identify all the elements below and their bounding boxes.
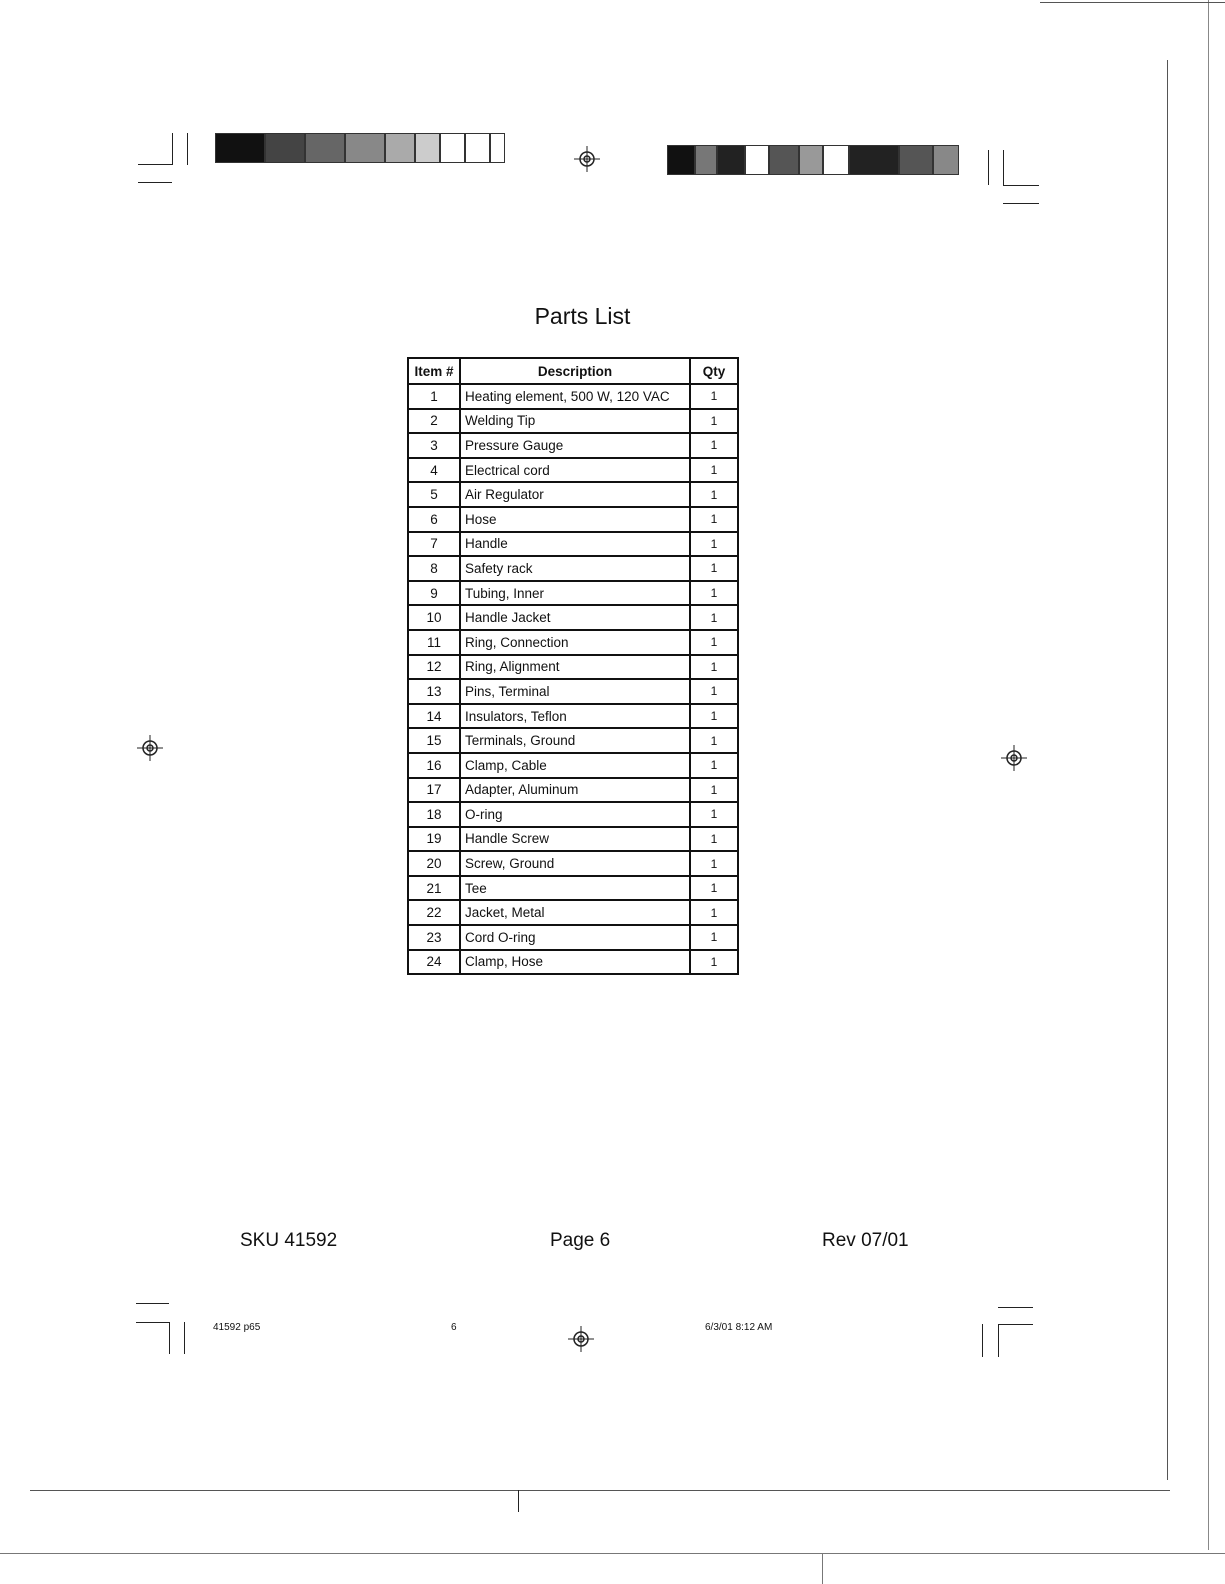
color-bar-right [667, 145, 959, 175]
table-row [408, 876, 738, 901]
cell-description: Screw, Ground [460, 851, 690, 876]
cell-description: Tee [460, 876, 690, 901]
cell-description: Handle Jacket [460, 605, 690, 630]
cell-item-number: 12 [408, 655, 460, 680]
table-row [408, 802, 738, 827]
table-row [408, 778, 738, 803]
cell-item-number: 1 [408, 384, 460, 409]
cell-item-number: 16 [408, 753, 460, 778]
cell-qty: 1 [690, 950, 738, 975]
cell-item-number: 24 [408, 950, 460, 975]
cell-item-number: 19 [408, 827, 460, 852]
cell-qty: 1 [690, 630, 738, 655]
table-row [408, 384, 738, 409]
parts-table [407, 357, 739, 975]
cell-qty: 1 [690, 827, 738, 852]
table-row [408, 655, 738, 680]
cell-description: Air Regulator [460, 482, 690, 507]
cell-qty: 1 [690, 532, 738, 557]
registration-mark-icon [999, 743, 1029, 773]
cell-qty: 1 [690, 851, 738, 876]
cell-item-number: 3 [408, 433, 460, 458]
table-row [408, 851, 738, 876]
cell-item-number: 22 [408, 900, 460, 925]
cell-description: O-ring [460, 802, 690, 827]
slug-page-number: 6 [451, 1322, 457, 1333]
cell-qty: 1 [690, 433, 738, 458]
table-row [408, 630, 738, 655]
cell-item-number: 11 [408, 630, 460, 655]
cell-item-number: 10 [408, 605, 460, 630]
cell-description: Hose [460, 507, 690, 532]
cell-item-number: 15 [408, 728, 460, 753]
table-row [408, 605, 738, 630]
column-header-qty: Qty [690, 358, 738, 384]
table-row [408, 925, 738, 950]
slug-file: 41592 p65 [213, 1322, 261, 1333]
cell-description: Clamp, Cable [460, 753, 690, 778]
cell-description: Cord O-ring [460, 925, 690, 950]
cell-item-number: 2 [408, 409, 460, 434]
table-row [408, 728, 738, 753]
table-row [408, 433, 738, 458]
page-edge [30, 1490, 1170, 1491]
cell-description: Pins, Terminal [460, 679, 690, 704]
crop-mark [988, 150, 989, 185]
table-row [408, 827, 738, 852]
color-bar-left [215, 133, 505, 163]
table-row [408, 507, 738, 532]
cell-description: Clamp, Hose [460, 950, 690, 975]
column-header-description: Description [460, 358, 690, 384]
cell-description: Welding Tip [460, 409, 690, 434]
table-row [408, 679, 738, 704]
registration-mark-icon [135, 733, 165, 763]
footer-rev: Rev 07/01 [822, 1230, 909, 1251]
crop-mark [998, 1307, 1033, 1308]
footer-page: Page 6 [550, 1230, 611, 1251]
table-row [408, 556, 738, 581]
cell-item-number: 14 [408, 704, 460, 729]
table-row [408, 409, 738, 434]
cell-description: Jacket, Metal [460, 900, 690, 925]
cell-qty: 1 [690, 704, 738, 729]
crop-mark [187, 133, 188, 165]
cell-qty: 1 [690, 507, 738, 532]
table-row [408, 581, 738, 606]
crop-mark [138, 182, 172, 183]
cell-qty: 1 [690, 802, 738, 827]
cell-qty: 1 [690, 900, 738, 925]
cell-item-number: 17 [408, 778, 460, 803]
cell-qty: 1 [690, 556, 738, 581]
footer-sku: SKU 41592 [240, 1230, 338, 1251]
crop-mark [998, 1324, 999, 1357]
cell-description: Safety rack [460, 556, 690, 581]
crop-mark [1003, 203, 1039, 204]
cell-qty: 1 [690, 753, 738, 778]
crop-mark [136, 1322, 169, 1323]
cell-item-number: 20 [408, 851, 460, 876]
crop-mark [998, 1324, 1033, 1325]
cell-description: Handle [460, 532, 690, 557]
cell-item-number: 13 [408, 679, 460, 704]
cell-description: Insulators, Teflon [460, 704, 690, 729]
page-edge [518, 1490, 519, 1512]
table-row [408, 532, 738, 557]
cell-item-number: 6 [408, 507, 460, 532]
slug-timestamp: 6/3/01 8:12 AM [705, 1322, 773, 1333]
cell-item-number: 21 [408, 876, 460, 901]
cell-description: Tubing, Inner [460, 581, 690, 606]
page-edge [1208, 0, 1209, 1550]
table-row [408, 753, 738, 778]
page-edge [0, 1553, 1225, 1554]
cell-qty: 1 [690, 409, 738, 434]
page-title: Parts List [534, 303, 631, 329]
crop-mark [982, 1324, 983, 1357]
cell-qty: 1 [690, 458, 738, 483]
table-row [408, 458, 738, 483]
cell-description: Ring, Connection [460, 630, 690, 655]
cell-item-number: 23 [408, 925, 460, 950]
cell-qty: 1 [690, 925, 738, 950]
cell-qty: 1 [690, 605, 738, 630]
cell-description: Terminals, Ground [460, 728, 690, 753]
table-row [408, 950, 738, 975]
cell-description: Ring, Alignment [460, 655, 690, 680]
cell-description: Pressure Gauge [460, 433, 690, 458]
cell-qty: 1 [690, 482, 738, 507]
page-edge [822, 1553, 823, 1584]
table-header-row [408, 358, 738, 384]
cell-qty: 1 [690, 679, 738, 704]
page-edge [1040, 2, 1225, 3]
crop-mark [172, 133, 173, 165]
cell-qty: 1 [690, 778, 738, 803]
cell-item-number: 7 [408, 532, 460, 557]
crop-mark [184, 1322, 185, 1354]
crop-mark [169, 1322, 170, 1354]
table-row [408, 900, 738, 925]
cell-item-number: 9 [408, 581, 460, 606]
registration-mark-icon [572, 144, 602, 174]
cell-description: Electrical cord [460, 458, 690, 483]
cell-item-number: 5 [408, 482, 460, 507]
cell-qty: 1 [690, 876, 738, 901]
cell-item-number: 4 [408, 458, 460, 483]
cell-description: Handle Screw [460, 827, 690, 852]
crop-mark [138, 164, 172, 165]
cell-qty: 1 [690, 728, 738, 753]
table-row [408, 482, 738, 507]
cell-qty: 1 [690, 581, 738, 606]
cell-item-number: 18 [408, 802, 460, 827]
cell-description: Adapter, Aluminum [460, 778, 690, 803]
crop-mark [1003, 150, 1004, 185]
table-row [408, 704, 738, 729]
cell-item-number: 8 [408, 556, 460, 581]
page-edge [1167, 60, 1168, 1480]
column-header-item: Item # [408, 358, 460, 384]
crop-mark [1003, 185, 1039, 186]
registration-mark-icon [566, 1324, 596, 1354]
cell-description: Heating element, 500 W, 120 VAC [460, 384, 690, 409]
cell-qty: 1 [690, 384, 738, 409]
cell-qty: 1 [690, 655, 738, 680]
crop-mark [136, 1303, 169, 1304]
